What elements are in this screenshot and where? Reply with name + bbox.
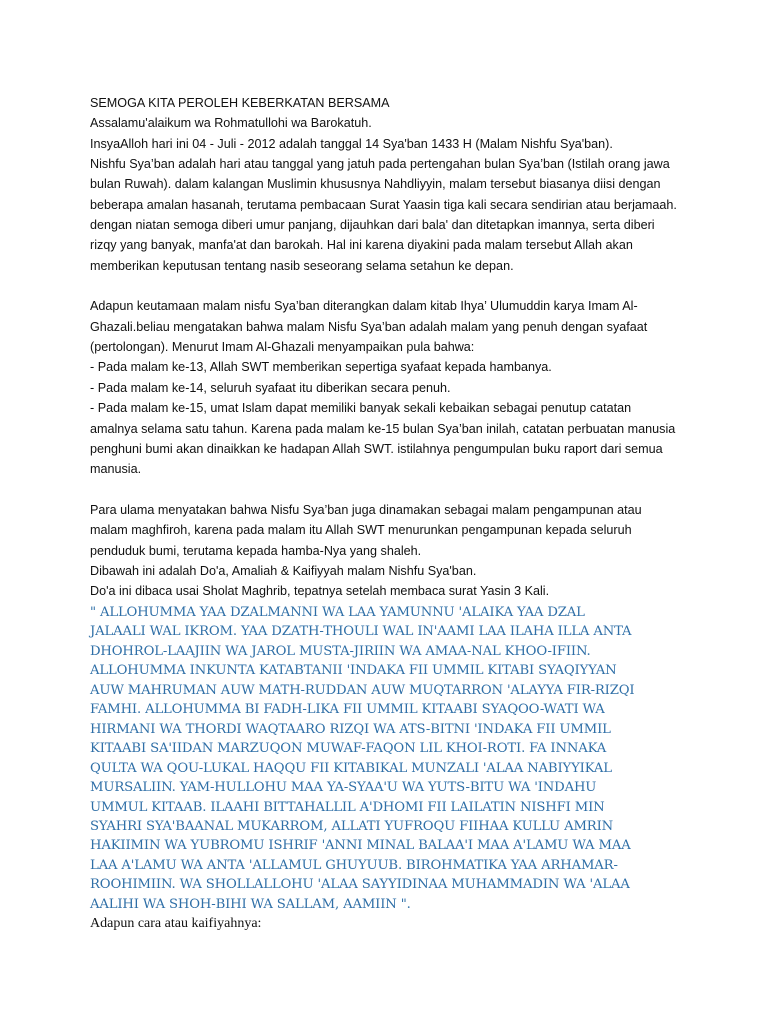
doa-line: ALLOHUMMA INKUNTA KATABTANII 'INDAKA FII UMMIL KITABI SYAQIYYAN — [90, 663, 617, 679]
text-line: Adapun keutamaan malam nisfu Sya’ban diterangkan dalam kitab Ihya’ Ulumuddin karya Imam Al- — [90, 299, 638, 314]
paragraph-gap — [90, 276, 690, 296]
doa-line: MURSALIIN. YAM-HULLOHU MAA YA-SYAA'U WA YUTS-BITU WA 'INDAHU — [90, 780, 597, 796]
doa-line: ROOHIMIIN. WA SHOLLALLOHU 'ALAA SAYYIDINAA MUHAMMADIN WA 'ALAA — [90, 877, 630, 893]
article-body — [90, 93, 690, 602]
doa-line: " ALLOHUMMA YAA DZALMANNI WA LAA YAMUNNU 'ALAIKA YAA DZAL — [90, 605, 585, 620]
text-line: InsyaAlloh hari ini 04 - Juli - 2012 adalah tanggal 14 Sya'ban 1433 H (Malam Nishfu Sya'ban). — [90, 136, 613, 151]
paragraph-virtues — [90, 296, 690, 479]
text-line: bulan Ruwah). dalam kalangan Muslimin khususnya Nahdliyyin, malam tersebut biasanya diisi dengan — [90, 177, 661, 192]
text-line: penghuni bumi akan dinaikkan ke hadapan Allah SWT. istilahnya pengumpulan buku raport dari semua — [90, 441, 663, 456]
list-item: - Pada malam ke-13, Allah SWT memberikan sepertiga syafaat kepada hambanya. — [90, 360, 552, 375]
doa-line: FAMHI. ALLOHUMMA BI FADH-LIKA FII UMMIL KITAABI SYAQOO-WATI WA — [90, 702, 605, 718]
paragraph-intro — [90, 134, 690, 276]
text-line: Dibawah ini adalah Do'a, Amaliah & Kaifiyyah malam Nishfu Sya'ban. — [90, 563, 477, 578]
doa-line: QULTA WA QOU-LUKAL HAQQU FII KITABIKAL MUNZALI 'ALAA NABIYYIKAL — [90, 760, 612, 776]
text-line: rizqy yang banyak, manfa'at dan barokah. Hal ini karena diyakini pada malam tersebut Allah akan — [90, 238, 633, 253]
text-line: Para ulama menyatakan bahwa Nisfu Sya’ban juga dinamakan sebagai malam pengampunan atau — [90, 502, 642, 517]
text-line: Do'a ini dibaca usai Sholat Maghrib, tepatnya setelah membaca surat Yasin 3 Kali. — [90, 584, 550, 599]
text-line: (pertolongan). Menurut Imam Al-Ghazali menyampaikan pula bahwa: — [90, 340, 475, 355]
greeting-line: Assalamu'alaikum wa Rohmatullohi wa Barokatuh. — [90, 116, 372, 131]
doa-line: JALAALI WAL IKROM. YAA DZATH-THOULI WAL IN'AAMI LAA ILAHA ILLA ANTA — [90, 624, 632, 640]
text-line: beberapa amalan hasanah, terutama pembacaan Surat Yaasin tiga kali secara sendirian atau berjamaah. — [90, 197, 677, 212]
doa-line: LAA A'LAMU WA ANTA 'ALLAMUL GHUYUUB. BIROHMATIKA YAA ARHAMAR- — [90, 857, 618, 873]
text-line: memberikan keputusan tentang nasib seseorang selama setahun ke depan. — [90, 258, 514, 273]
doa-line: DHOHROL-LAAJIIN WA JAROL MUSTA-JIRIIN WA AMAA-NAL KHOO-IFIIN. — [90, 643, 591, 659]
paragraph-forgiveness — [90, 500, 690, 602]
text-line: Nishfu Sya’ban adalah hari atau tanggal yang jatuh pada pertengahan bulan Sya’ban (Istilah orang jawa — [90, 157, 670, 172]
doa-line: KITAABI SA'IIDAN MARZUQON MUWAF-FAQON LIL KHOI-ROTI. FA INNAKA — [90, 741, 607, 757]
closing-line: Adapun cara atau kaifiyahnya: — [90, 916, 262, 931]
article-title: SEMOGA KITA PEROLEH KEBERKATAN BERSAMA — [90, 96, 390, 110]
text-line: amalnya selama satu tahun. Karena pada malam ke-15 bulan Sya’ban inilah, catatan perbuatan manusia — [90, 421, 676, 436]
doa-line: SYAHRI SYA'BAANAL MUKARROM, ALLATI YUFROQU FIIHAA KULLU AMRIN — [90, 818, 614, 834]
doa-prayer-text — [90, 603, 690, 914]
doa-line: AALIHI WA SHOH-BIHI WA SALLAM, AAMIIN ". — [90, 896, 411, 912]
text-line: penduduk bumi, terutama kepada hamba-Nya yang shaleh. — [90, 543, 422, 558]
doa-line: HAKIIMIN WA YUBROMU ISHRIF 'ANNI MINAL BALAA'I MAA A'LAMU WA MAA — [90, 838, 631, 854]
text-line: dengan niatan semoga diberi umur panjang, dijauhkan dari bala' dan ditetapkan imannya, serta diberi — [90, 218, 655, 233]
text-line: malam maghfiroh, karena pada malam itu Allah SWT menurunkan pengampunan kepada seluruh — [90, 523, 632, 538]
paragraph-gap — [90, 480, 690, 500]
doa-line: UMMUL KITAAB. ILAAHI BITTAHALLIL A'DHOMI FII LAILATIN NISHFI MIN — [90, 799, 605, 815]
list-item: - Pada malam ke-14, seluruh syafaat itu diberikan secara penuh. — [90, 380, 451, 395]
doa-line: AUW MAHRUMAN AUW MATH-RUDDAN AUW MUQTARRON 'ALAYYA FIR-RIZQI — [90, 682, 635, 698]
list-item: - Pada malam ke-15, umat Islam dapat memiliki banyak sekali kebaikan sebagai penutup catatan — [90, 401, 632, 416]
doa-line: HIRMANI WA THORDI WAQTAARO RIZQI WA ATS-BITNI 'INDAKA FII UMMIL — [90, 721, 611, 737]
text-line: manusia. — [90, 462, 142, 477]
text-line: Ghazali.beliau mengatakan bahwa malam Nisfu Sya’ban adalah malam yang penuh dengan syafaat — [90, 319, 648, 334]
